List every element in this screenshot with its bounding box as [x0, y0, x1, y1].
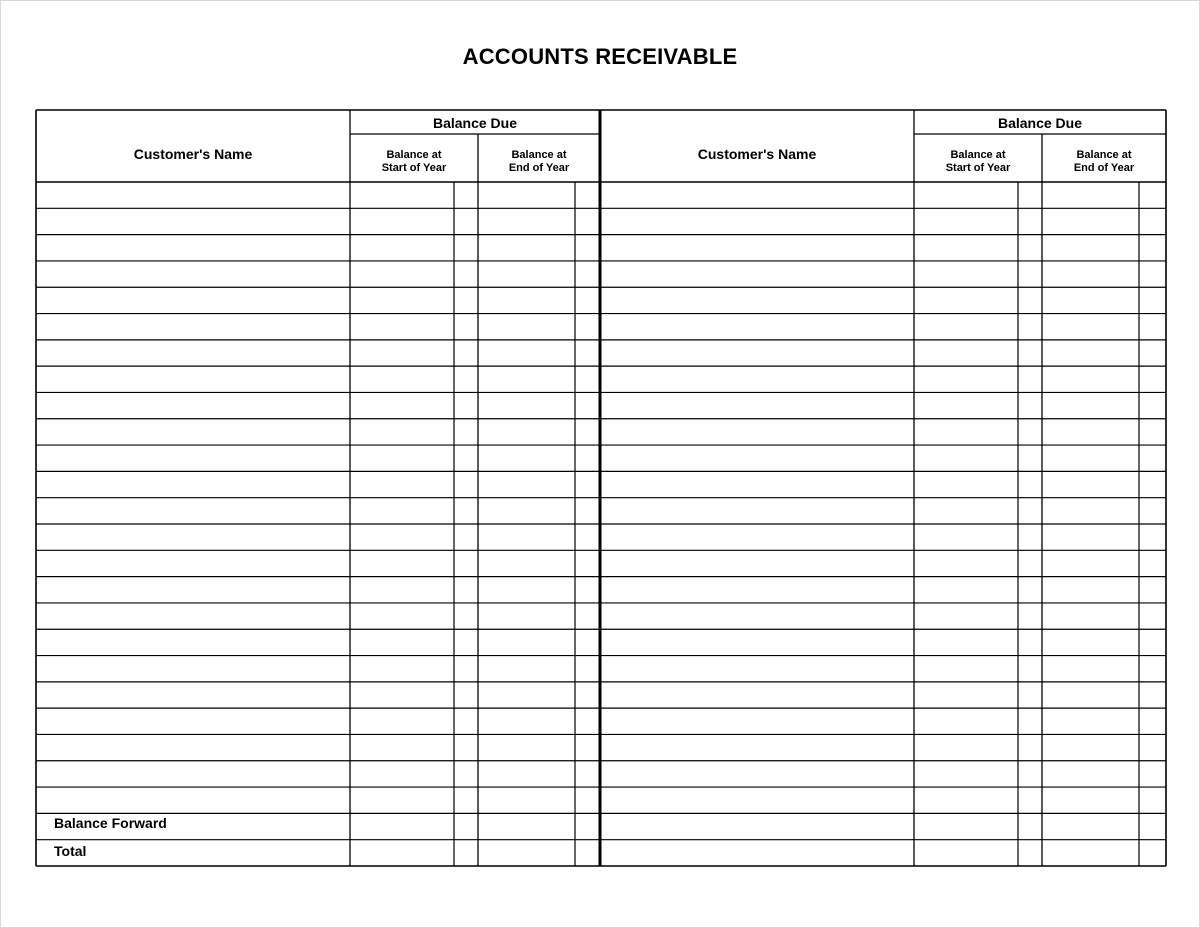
end-of-year-header-right-line2: End of Year — [1073, 162, 1135, 174]
customer-name-header-right: Customer's Name — [697, 146, 817, 162]
balance-due-header-right: Balance Due — [997, 115, 1083, 131]
start-of-year-header-left-line1: Balance at — [386, 149, 442, 161]
balance-forward-label: Balance Forward — [54, 815, 167, 831]
start-of-year-header-right-line2: Start of Year — [945, 162, 1011, 174]
start-of-year-header-right — [914, 149, 1042, 175]
end-of-year-header-left-line2: End of Year — [508, 162, 570, 174]
start-of-year-header-left — [350, 149, 478, 175]
ledger-grid-lines — [36, 110, 1166, 866]
total-label: Total — [54, 843, 87, 859]
end-of-year-header-left-line1: Balance at — [511, 149, 567, 161]
end-of-year-header-right — [1042, 149, 1166, 175]
start-of-year-header-left-line2: Start of Year — [381, 162, 447, 174]
customer-name-header-left: Customer's Name — [133, 146, 253, 162]
end-of-year-header-right-line1: Balance at — [1076, 149, 1132, 161]
page-title: ACCOUNTS RECEIVABLE — [462, 44, 738, 69]
ledger-table — [36, 110, 1166, 866]
start-of-year-header-right-line1: Balance at — [950, 149, 1006, 161]
balance-due-header-left: Balance Due — [432, 115, 518, 131]
end-of-year-header-left — [478, 149, 600, 175]
